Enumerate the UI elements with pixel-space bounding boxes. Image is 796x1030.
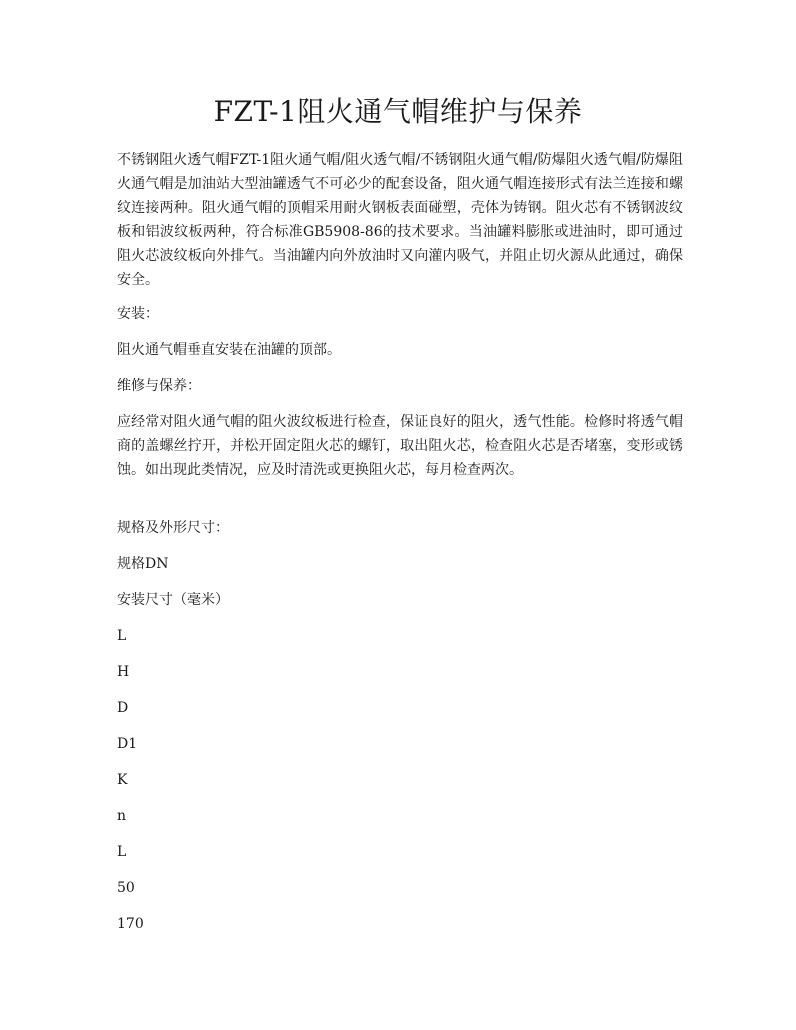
install-paragraph: 阻火通气帽垂直安装在油罐的顶部。 [117,342,341,358]
spec-item: 170 [117,916,144,932]
spec-item: K [117,772,128,788]
maintenance-paragraph: 应经常对阻火通气帽的阻火波纹板进行检查，保证良好的阻火，透气性能。检修时将透气帽商的盖螺丝拧开，并松开固定阻火芯的螺钉，取出阻火芯，检查阻火芯是否堵塞，变形或锈蚀。如出现此类情况，应及时清洗或更换阻火芯，每月检查两次。 [117,414,683,478]
install-heading: 安装： [117,306,159,322]
spec-item: D1 [117,736,138,752]
spec-item: n [117,808,127,824]
spec-item: H [117,664,130,680]
spec-heading: 规格及外形尺寸： [117,520,229,536]
document-title: FZT-1阻火通气帽维护与保养 [213,95,583,128]
spec-item: L [117,628,127,644]
spec-item: 50 [117,880,135,896]
spec-item: D [117,700,129,716]
intro-paragraph: 不锈钢阻火透气帽FZT-1阻火通气帽/阻火透气帽/不锈钢阻火通气帽/防爆阻火透气帽/防爆阻火通气帽是加油站大型油罐透气不可必少的配套设备，阻火通气帽连接形式有法兰连接和螺纹连接两种。阻火通气帽的顶帽采用耐火钢板表面碰塑，壳体为铸钢。阻火芯有不锈钢波纹板和铝波纹板两种，符合标准GB5908-86的技术要求。当油罐料膨胀或进油时，即可通过阻火芯波纹板向外排气。当油罐内向外放油时又向灌内吸气，并阻止切火源从此通过，确保安全。 [117,152,683,288]
maintenance-heading: 维修与保养： [117,378,201,394]
spec-item: L [117,844,127,860]
spec-dn-label: 规格DN [117,556,169,572]
install-size-label: 安装尺寸（毫米） [117,592,229,608]
